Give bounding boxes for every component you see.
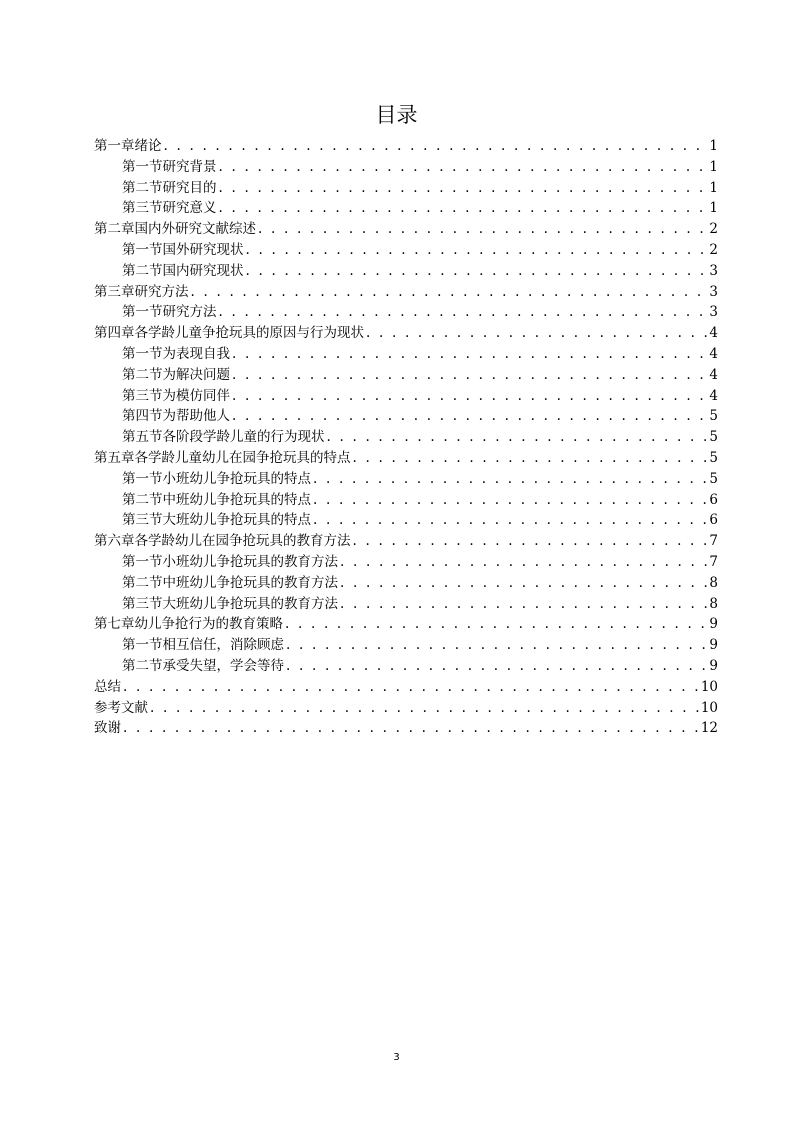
toc-entry-label: 致谢: [94, 720, 121, 737]
toc-chapter-entry[interactable]: [94, 698, 718, 719]
toc-chapter-entry[interactable]: [94, 448, 718, 469]
toc-section-entry[interactable]: [94, 427, 718, 448]
toc-dot-leader: [353, 531, 708, 552]
toc-dot-leader: [219, 198, 708, 219]
toc-dot-leader: [150, 698, 699, 719]
toc-entry-page-number: 6: [709, 491, 718, 508]
toc-entry-label: 第一节研究背景: [122, 158, 217, 175]
toc-section-entry[interactable]: [94, 178, 718, 199]
toc-entry-page-number: 7: [709, 553, 718, 570]
toc-entry-page-number: 7: [709, 533, 718, 550]
toc-dot-leader: [340, 573, 707, 594]
toc-dot-leader: [286, 635, 707, 656]
toc-dot-leader: [123, 677, 699, 698]
toc-dot-leader: [191, 282, 708, 303]
toc-entry-label: 第一章绪论: [94, 138, 162, 154]
toc-chapter-entry[interactable]: [94, 677, 718, 698]
toc-entry-label: 第三节研究意义: [122, 200, 217, 217]
toc-dot-leader: [313, 469, 707, 490]
toc-entry-page-number: 8: [709, 574, 718, 591]
toc-section-entry[interactable]: [94, 386, 718, 407]
toc-entry-label: 第五节各阶段学龄儿童的行为现状: [122, 429, 325, 446]
toc-dot-leader: [258, 219, 707, 240]
toc-dot-leader: [313, 510, 707, 531]
toc-dot-leader: [313, 490, 707, 511]
toc-chapter-entry[interactable]: [94, 323, 718, 344]
toc-entry-label: 第一节相互信任，消除顾虑: [122, 637, 284, 654]
toc-section-entry[interactable]: [94, 552, 718, 573]
toc-chapter-entry[interactable]: [94, 136, 718, 157]
toc-dot-leader: [327, 427, 708, 448]
toc-dot-leader: [285, 614, 707, 635]
toc-entry-label: 第二节承受失望，学会等待: [122, 657, 284, 674]
toc-entry-page-number: 12: [700, 720, 718, 737]
toc-dot-leader: [286, 656, 707, 677]
toc-chapter-entry[interactable]: [94, 219, 718, 240]
toc-entry-page-number: 5: [709, 408, 718, 425]
toc-entry-label: 第一节小班幼儿争抢玩具的特点: [122, 470, 311, 487]
toc-chapter-entry[interactable]: [94, 531, 718, 552]
toc-entry-page-number: 1: [709, 200, 718, 217]
toc-dot-leader: [366, 323, 707, 344]
toc-entry-label: 第五章各学龄儿童幼儿在园争抢玩具的特点: [94, 449, 351, 466]
toc-entry-label: 第七章幼儿争抢行为的教育策略: [94, 616, 283, 633]
toc-section-entry[interactable]: [94, 656, 718, 677]
page-title: 目录: [375, 103, 418, 127]
toc-entry-label: 第二节国内研究现状: [122, 262, 244, 279]
toc-chapter-entry[interactable]: [94, 282, 718, 303]
toc-entry-label: 第一节研究方法: [122, 304, 217, 321]
toc-entry-label: 第二节中班幼儿争抢玩具的特点: [122, 491, 311, 508]
toc-chapter-entry[interactable]: [94, 718, 718, 739]
toc-entry-label: 参考文献: [94, 699, 148, 716]
toc-entry-page-number: 1: [709, 179, 718, 196]
toc-entry-label: 第一节小班幼儿争抢玩具的教育方法: [122, 553, 338, 570]
toc-entry-page-number: 10: [700, 699, 718, 716]
toc-dot-leader: [219, 178, 708, 199]
toc-entry-page-number: 5: [709, 470, 718, 487]
toc-entry-page-number: 3: [709, 283, 718, 300]
toc-entry-label: 第四节为帮助他人: [122, 408, 230, 425]
toc-entry-label: 总结: [94, 678, 121, 695]
toc-entry-page-number: 3: [709, 304, 718, 321]
toc-dot-leader: [246, 261, 708, 282]
toc-entry-label: 第四章各学龄儿童争抢玩具的原因与行为现状: [94, 325, 364, 342]
toc-dot-leader: [232, 344, 707, 365]
toc-section-entry[interactable]: [94, 573, 718, 594]
toc-chapter-entry[interactable]: [94, 614, 718, 635]
toc-entry-label: 第一节国外研究现状: [122, 241, 244, 258]
toc-entry-page-number: 9: [709, 637, 718, 654]
toc-entry-label: 第一节为表现自我: [122, 345, 230, 362]
toc-section-entry[interactable]: [94, 490, 718, 511]
toc-dot-leader: [219, 157, 708, 178]
toc-entry-page-number: 2: [709, 221, 718, 238]
toc-section-entry[interactable]: [94, 365, 718, 386]
toc-section-entry[interactable]: [94, 302, 718, 323]
toc-entry-page-number: 8: [709, 595, 718, 612]
toc-section-entry[interactable]: [94, 344, 718, 365]
toc-section-entry[interactable]: [94, 594, 718, 615]
toc-section-entry[interactable]: [94, 635, 718, 656]
toc-entry-label: 第二节研究目的: [122, 179, 217, 196]
toc-entry-page-number: 4: [709, 366, 718, 383]
toc-dot-leader: [246, 240, 708, 261]
toc-entry-label: 第二章国内外研究文献综述: [94, 221, 256, 238]
page-number: 3: [393, 1052, 400, 1063]
toc-entry-page-number: 3: [709, 262, 718, 279]
toc-section-entry[interactable]: [94, 261, 718, 282]
toc-section-entry[interactable]: [94, 198, 718, 219]
toc-entry-page-number: 5: [709, 429, 718, 446]
toc-dot-leader: [340, 594, 707, 615]
toc-dot-leader: [353, 448, 708, 469]
toc-section-entry[interactable]: [94, 510, 718, 531]
toc-entry-page-number: 1: [709, 138, 718, 154]
toc-entry-label: 第六章各学龄幼儿在园争抢玩具的教育方法: [94, 533, 351, 550]
toc-section-entry[interactable]: [94, 157, 718, 178]
toc-entry-label: 第二节中班幼儿争抢玩具的教育方法: [122, 574, 338, 591]
toc-entry-page-number: 6: [709, 512, 718, 529]
toc-section-entry[interactable]: [94, 469, 718, 490]
toc-entry-page-number: 4: [709, 345, 718, 362]
toc-dot-leader: [219, 302, 708, 323]
toc-entry-label: 第三节大班幼儿争抢玩具的特点: [122, 512, 311, 529]
toc-entry-page-number: 9: [709, 657, 718, 674]
toc-dot-leader: [123, 718, 699, 739]
table-of-contents: [94, 136, 718, 739]
toc-dot-leader: [340, 552, 707, 573]
toc-dot-leader: [232, 365, 707, 386]
toc-dot-leader: [164, 136, 708, 157]
toc-entry-page-number: 2: [709, 241, 718, 258]
toc-section-entry[interactable]: [94, 406, 718, 427]
toc-entry-page-number: 4: [709, 387, 718, 404]
toc-entry-page-number: 1: [709, 158, 718, 175]
toc-entry-page-number: 4: [709, 325, 718, 342]
toc-entry-label: 第三章研究方法: [94, 283, 189, 300]
toc-entry-page-number: 9: [709, 616, 718, 633]
toc-dot-leader: [232, 406, 707, 427]
toc-entry-label: 第三节大班幼儿争抢玩具的教育方法: [122, 595, 338, 612]
toc-dot-leader: [232, 386, 707, 407]
toc-entry-page-number: 5: [709, 449, 718, 466]
toc-entry-label: 第二节为解决问题: [122, 366, 230, 383]
toc-entry-label: 第三节为模仿同伴: [122, 387, 230, 404]
toc-entry-page-number: 10: [700, 678, 718, 695]
toc-section-entry[interactable]: [94, 240, 718, 261]
